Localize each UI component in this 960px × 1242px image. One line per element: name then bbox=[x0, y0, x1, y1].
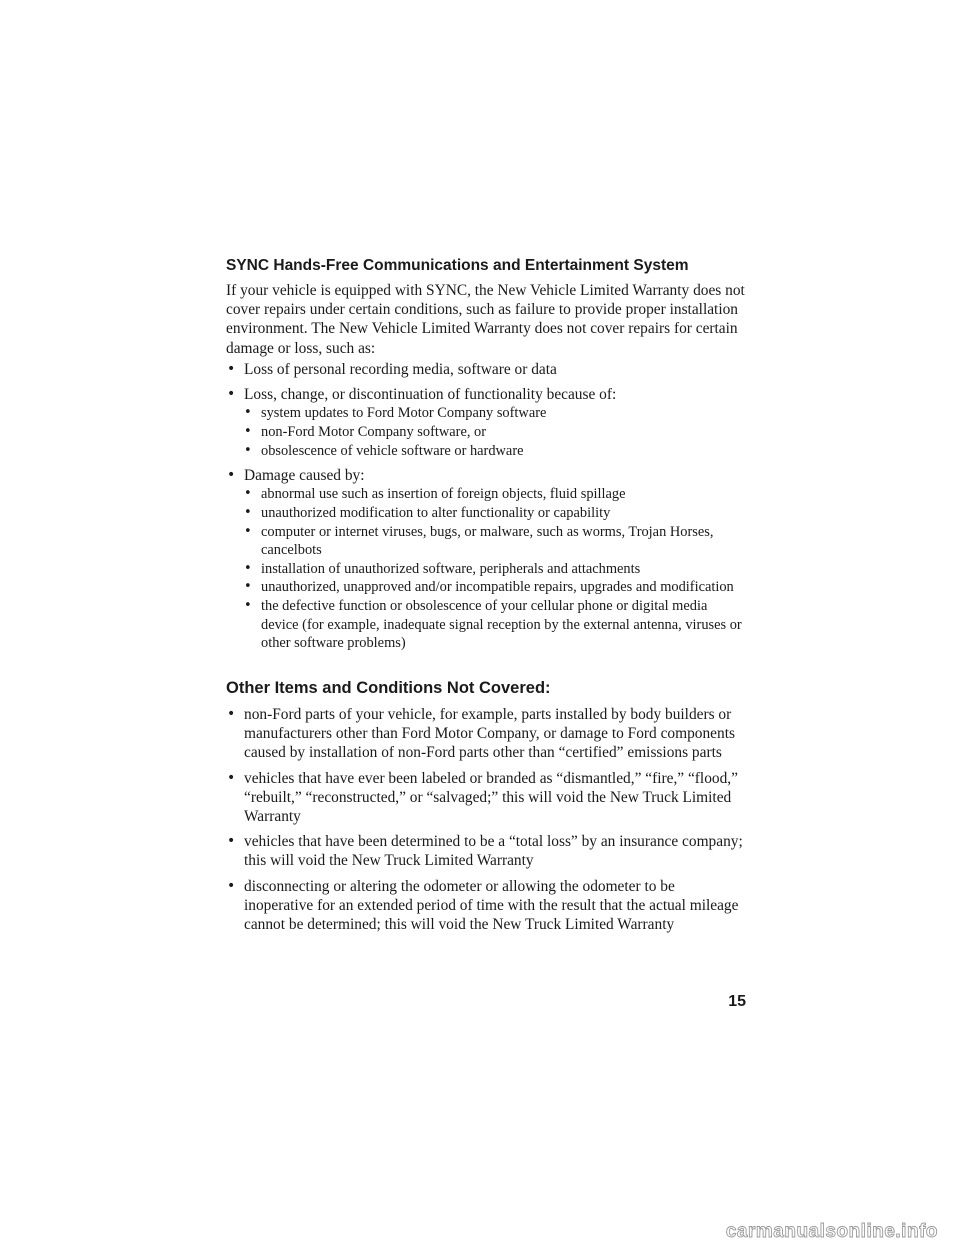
sublist-item bbox=[244, 578, 746, 597]
list-item-text: vehicles that have been determined to be a “total loss” by an insurance company; this will void the New Truck Limited Warranty bbox=[244, 833, 743, 870]
bullet-icon: • bbox=[227, 833, 236, 850]
list-item bbox=[226, 385, 746, 460]
list-item bbox=[226, 360, 746, 379]
sublist-item bbox=[244, 597, 746, 653]
sublist-item-text: obsolescence of vehicle software or hardware bbox=[261, 442, 524, 459]
bullet-icon: • bbox=[244, 405, 252, 421]
bullet-icon: • bbox=[244, 424, 252, 439]
sublist-item bbox=[244, 404, 746, 423]
watermark-logo bbox=[0, 1221, 960, 1242]
list-item-text: vehicles that have ever been labeled or branded as “dismantled,” “fire,” “flood,” “rebuilt,” “reconstructed,” or “salvaged;” this will void the New Truck Limited Warranty bbox=[244, 769, 738, 826]
sublist-item bbox=[244, 442, 746, 461]
sublist-item bbox=[244, 423, 746, 442]
bullet-icon: • bbox=[244, 560, 252, 576]
bullet-icon: • bbox=[244, 523, 252, 539]
bullet-icon: • bbox=[227, 769, 236, 786]
sync-intro-paragraph: If your vehicle is equipped with SYNC, the New Vehicle Limited Warranty does not cover repairs under certain conditions, such as failure to provide proper installation environment. The New Vehicle Limited Warranty does not cover repairs for certain damage or loss, such as: bbox=[226, 282, 745, 357]
bullet-icon: • bbox=[227, 706, 236, 722]
sublist-item-text: computer or internet viruses, bugs, or malware, such as worms, Trojan Horses, cancelbots bbox=[261, 523, 714, 559]
bullet-icon: • bbox=[244, 597, 252, 613]
list-item-text: non-Ford parts of your vehicle, for example, parts installed by body builders or manufacturers other than Ford Motor Company, or damage to Ford components caused by installation of non-Ford parts other than “certified” emissions parts bbox=[244, 706, 735, 762]
sublist-item-text: the defective function or obsolescence of your cellular phone or digital media device (for example, inadequate signal reception by the external antenna, viruses or other software problems) bbox=[261, 597, 742, 652]
bullet-icon: • bbox=[227, 877, 236, 894]
list-item-text: Loss, change, or discontinuation of functionality because of: bbox=[244, 386, 617, 404]
bullet-icon: • bbox=[227, 467, 236, 484]
bullet-icon: • bbox=[227, 386, 236, 403]
sublist-item bbox=[244, 485, 746, 504]
sublist-item-text: unauthorized, unapproved and/or incompatible repairs, upgrades and modification bbox=[261, 579, 734, 596]
list-item-text: Damage caused by: bbox=[244, 467, 365, 485]
sublist-item-text: abnormal use such as insertion of foreign objects, fluid spillage bbox=[261, 486, 626, 503]
bullet-icon: • bbox=[244, 579, 252, 595]
watermark-text: carmanualsonline.info bbox=[725, 1221, 938, 1242]
list-item-text: disconnecting or altering the odometer or allowing the odometer to be inoperative for an extended period of time with the result that the actual mileage cannot be determined; this will void the New Truck Limited Warranty bbox=[244, 877, 739, 934]
other-items-list bbox=[226, 705, 746, 940]
bullet-icon: • bbox=[227, 361, 236, 377]
list-item bbox=[226, 705, 746, 763]
sublist-item bbox=[244, 523, 746, 560]
other-items-section-title: Other Items and Conditions Not Covered: bbox=[226, 679, 551, 697]
bullet-icon: • bbox=[244, 442, 252, 458]
list-item bbox=[226, 877, 746, 935]
sublist-item-text: installation of unauthorized software, peripherals and attachments bbox=[261, 560, 641, 577]
list-item bbox=[226, 832, 746, 870]
sync-exclusion-list bbox=[226, 360, 746, 659]
page-number: 15 bbox=[728, 993, 746, 1010]
sublist-item-text: unauthorized modification to alter functionality or capability bbox=[261, 504, 611, 521]
bullet-icon: • bbox=[244, 504, 252, 520]
sublist-item bbox=[244, 504, 746, 523]
sync-section-title: SYNC Hands-Free Communications and Entertainment System bbox=[226, 257, 689, 274]
sublist bbox=[244, 485, 746, 652]
sublist-item-text: system updates to Ford Motor Company software bbox=[261, 405, 547, 422]
list-item bbox=[226, 769, 746, 827]
bullet-icon: • bbox=[244, 486, 252, 502]
sublist bbox=[244, 404, 746, 460]
sublist-item-text: non-Ford Motor Company software, or bbox=[261, 424, 487, 440]
document-page bbox=[226, 0, 746, 1242]
list-item-text: Loss of personal recording media, software or data bbox=[244, 361, 557, 378]
list-item bbox=[226, 466, 746, 653]
sublist-item bbox=[244, 560, 746, 579]
